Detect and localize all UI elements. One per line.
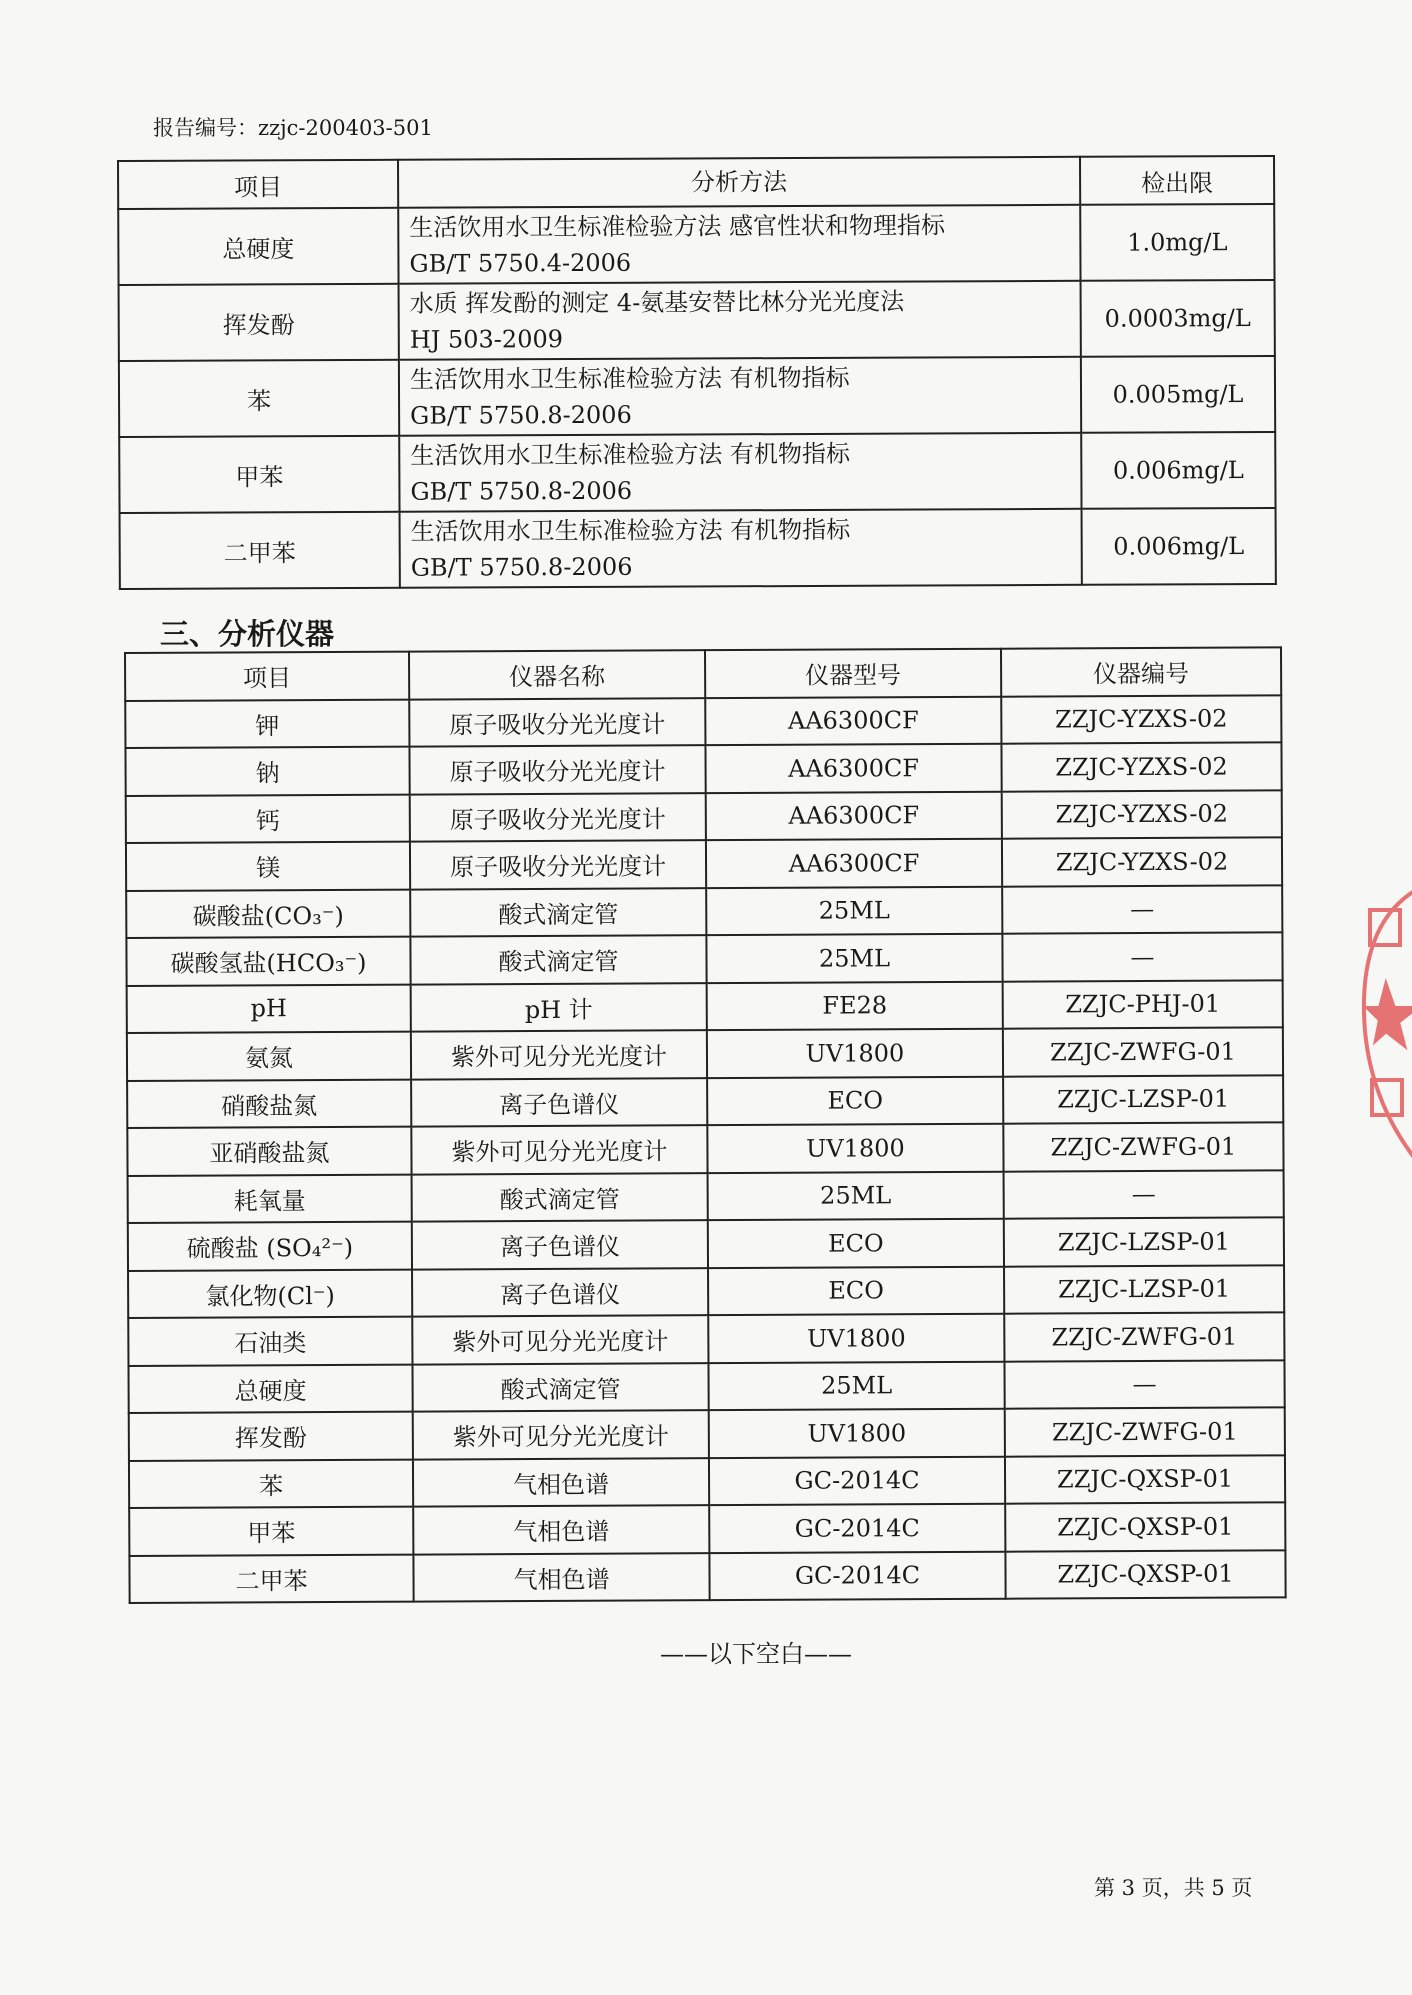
instrument-id: ZZJC-PHJ-01 — [1003, 980, 1283, 1029]
method-name: 生活饮用水卫生标准检验方法 感官性状和物理指标 — [409, 211, 945, 242]
instrument-id: ZZJC-LZSP-01 — [1004, 1265, 1284, 1314]
instrument-id: ZZJC-ZWFG-01 — [1003, 1122, 1283, 1171]
method-standard: GB/T 5750.8-2006 — [410, 476, 633, 506]
instrument-id: ZZJC-YZXS-02 — [1001, 695, 1281, 744]
instrument-item: 硝酸盐氮 — [127, 1079, 411, 1128]
methods-header-method: 分析方法 — [398, 157, 1080, 208]
instrument-model: GC-2014C — [709, 1551, 1005, 1600]
instrument-name: 酸式滴定管 — [412, 1363, 708, 1412]
methods-table — [117, 155, 1277, 590]
instrument-item: 石油类 — [128, 1317, 412, 1366]
methods-header-item: 项目 — [118, 160, 398, 209]
instrument-item: 镁 — [126, 842, 410, 891]
instrument-model: AA6300CF — [706, 791, 1002, 840]
instrument-name: 离子色谱仪 — [412, 1268, 708, 1317]
method-item: 甲苯 — [119, 436, 399, 513]
method-name: 生活饮用水卫生标准检验方法 有机物指标 — [410, 439, 850, 470]
instruments-header-model: 仪器型号 — [705, 649, 1001, 698]
methods-header-limit: 检出限 — [1080, 156, 1274, 205]
end-note: ——以下空白—— — [660, 1640, 852, 1668]
instruments-header-row — [125, 647, 1281, 700]
method-item: 苯 — [119, 360, 399, 437]
method-cell — [399, 433, 1081, 512]
instrument-model: 25ML — [708, 1171, 1004, 1220]
instruments-row — [126, 885, 1282, 938]
instrument-model: ECO — [708, 1266, 1004, 1315]
instruments-row — [129, 1455, 1285, 1508]
method-standard: GB/T 5750.8-2006 — [410, 400, 632, 430]
instrument-name: 紫外可见分光光度计 — [411, 1125, 707, 1174]
instrument-model: ECO — [707, 1076, 1003, 1125]
instrument-name: 气相色谱 — [413, 1458, 709, 1507]
instrument-name: 原子吸收分光光度计 — [410, 793, 706, 842]
seal-stamp-icon — [1346, 880, 1412, 1170]
instrument-name: 离子色谱仪 — [412, 1220, 708, 1269]
instrument-item: 亚硝酸盐氮 — [127, 1127, 411, 1176]
instrument-id: — — [1002, 932, 1282, 981]
instruments-header-id: 仪器编号 — [1001, 647, 1281, 696]
instrument-model: ECO — [708, 1219, 1004, 1268]
instrument-item: 硫酸盐 (SO₄²⁻) — [128, 1222, 412, 1271]
instrument-id: ZZJC-ZWFG-01 — [1003, 1027, 1283, 1076]
instrument-item: 氨氮 — [127, 1032, 411, 1081]
instrument-name: pH 计 — [411, 983, 707, 1032]
instruments-row — [127, 1075, 1283, 1128]
instruments-row — [128, 1360, 1284, 1413]
instruments-row — [125, 695, 1281, 748]
instrument-model: 25ML — [706, 934, 1002, 983]
instrument-id: ZZJC-YZXS-02 — [1002, 790, 1282, 839]
detection-limit: 0.006mg/L — [1082, 508, 1276, 585]
instrument-name: 紫外可见分光光度计 — [411, 1030, 707, 1079]
instrument-name: 酸式滴定管 — [412, 1173, 708, 1222]
instrument-name: 气相色谱 — [413, 1505, 709, 1554]
instrument-item: 碳酸盐(CO₃⁻) — [126, 889, 410, 938]
instrument-model: FE28 — [707, 981, 1003, 1030]
instruments-row — [128, 1217, 1284, 1270]
instrument-item: 碳酸氢盐(HCO₃⁻) — [126, 937, 410, 986]
instrument-id: ZZJC-QXSP-01 — [1005, 1502, 1285, 1551]
instrument-model: 25ML — [708, 1361, 1004, 1410]
instrument-name: 酸式滴定管 — [410, 935, 706, 984]
instrument-item: pH — [127, 984, 411, 1033]
instruments-row — [128, 1312, 1284, 1365]
instruments-row — [129, 1550, 1285, 1603]
method-cell — [399, 357, 1081, 436]
report-number: 报告编号：zzjc-200403-501 — [153, 116, 433, 140]
method-item: 二甲苯 — [120, 512, 400, 589]
instrument-id: ZZJC-LZSP-01 — [1004, 1217, 1284, 1266]
instrument-item: 钙 — [126, 794, 410, 843]
instrument-model: UV1800 — [707, 1124, 1003, 1173]
methods-header-row — [118, 156, 1274, 209]
methods-row — [118, 204, 1274, 285]
instrument-item: 二甲苯 — [129, 1554, 413, 1603]
methods-row — [119, 432, 1275, 513]
instruments-header-item: 项目 — [125, 652, 409, 701]
instrument-item: 钾 — [125, 699, 409, 748]
instrument-id: ZZJC-YZXS-02 — [1002, 837, 1282, 886]
method-name: 生活饮用水卫生标准检验方法 有机物指标 — [410, 515, 851, 546]
instrument-name: 原子吸收分光光度计 — [410, 840, 706, 889]
instrument-name: 原子吸收分光光度计 — [409, 745, 705, 794]
instrument-item: 甲苯 — [129, 1507, 413, 1556]
instrument-item: 氯化物(Cl⁻) — [128, 1269, 412, 1318]
instrument-model: AA6300CF — [705, 696, 1001, 745]
method-name: 生活饮用水卫生标准检验方法 有机物指标 — [409, 363, 850, 394]
instrument-item: 挥发酚 — [129, 1412, 413, 1461]
method-cell — [398, 205, 1080, 284]
method-standard: HJ 503-2009 — [409, 325, 564, 354]
instruments-row — [126, 932, 1282, 985]
instrument-name: 离子色谱仪 — [411, 1078, 707, 1127]
instruments-row — [126, 790, 1282, 843]
instrument-model: 25ML — [706, 886, 1002, 935]
instrument-model: UV1800 — [707, 1029, 1003, 1078]
instruments-row — [127, 1027, 1283, 1080]
method-cell — [400, 509, 1082, 588]
method-name: 水质 挥发酚的测定 4-氨基安替比林分光光度法 — [409, 287, 905, 318]
instrument-id: — — [1004, 1170, 1284, 1219]
instruments-row — [125, 742, 1281, 795]
instrument-model: AA6300CF — [705, 744, 1001, 793]
instrument-id: — — [1004, 1360, 1284, 1409]
page-number: 第 3 页，共 5 页 — [1094, 1876, 1253, 1900]
instrument-model: UV1800 — [709, 1409, 1005, 1458]
instrument-model: GC-2014C — [709, 1456, 1005, 1505]
instrument-name: 原子吸收分光光度计 — [409, 698, 705, 747]
instruments-row — [129, 1407, 1285, 1460]
instrument-id: ZZJC-LZSP-01 — [1003, 1075, 1283, 1124]
instrument-id: ZZJC-ZWFG-01 — [1005, 1407, 1285, 1456]
instrument-item: 耗氧量 — [128, 1174, 412, 1223]
detection-limit: 0.005mg/L — [1081, 356, 1275, 433]
instrument-item: 苯 — [129, 1459, 413, 1508]
method-standard: GB/T 5750.4-2006 — [409, 248, 632, 278]
method-standard: GB/T 5750.8-2006 — [410, 552, 633, 582]
detection-limit: 0.006mg/L — [1081, 432, 1275, 509]
instrument-name: 紫外可见分光光度计 — [412, 1315, 708, 1364]
instrument-id: ZZJC-QXSP-01 — [1005, 1455, 1285, 1504]
instruments-row — [127, 980, 1283, 1033]
instrument-id: ZZJC-YZXS-02 — [1001, 742, 1281, 791]
section-title: 三、分析仪器 — [160, 617, 335, 651]
instrument-name: 紫外可见分光光度计 — [413, 1410, 709, 1459]
method-item: 挥发酚 — [119, 284, 399, 361]
instruments-table — [124, 646, 1287, 1604]
methods-row — [120, 508, 1276, 589]
instruments-row — [127, 1122, 1283, 1175]
instruments-row — [128, 1170, 1284, 1223]
instrument-id: — — [1002, 885, 1282, 934]
instrument-item: 总硬度 — [128, 1364, 412, 1413]
instrument-model: GC-2014C — [709, 1504, 1005, 1553]
detection-limit: 1.0mg/L — [1080, 204, 1274, 281]
methods-row — [119, 280, 1275, 361]
instrument-id: ZZJC-ZWFG-01 — [1004, 1312, 1284, 1361]
instruments-row — [126, 837, 1282, 890]
methods-row — [119, 356, 1275, 437]
detection-limit: 0.0003mg/L — [1081, 280, 1275, 357]
instruments-row — [128, 1265, 1284, 1318]
instrument-name: 气相色谱 — [413, 1553, 709, 1602]
instruments-header-name: 仪器名称 — [409, 650, 705, 699]
instrument-name: 酸式滴定管 — [410, 888, 706, 937]
method-cell — [399, 281, 1081, 360]
instrument-model: AA6300CF — [706, 839, 1002, 888]
method-item: 总硬度 — [118, 208, 398, 285]
instrument-item: 钠 — [125, 747, 409, 796]
instrument-model: UV1800 — [708, 1314, 1004, 1363]
instrument-id: ZZJC-QXSP-01 — [1005, 1550, 1285, 1599]
instruments-row — [129, 1502, 1285, 1555]
